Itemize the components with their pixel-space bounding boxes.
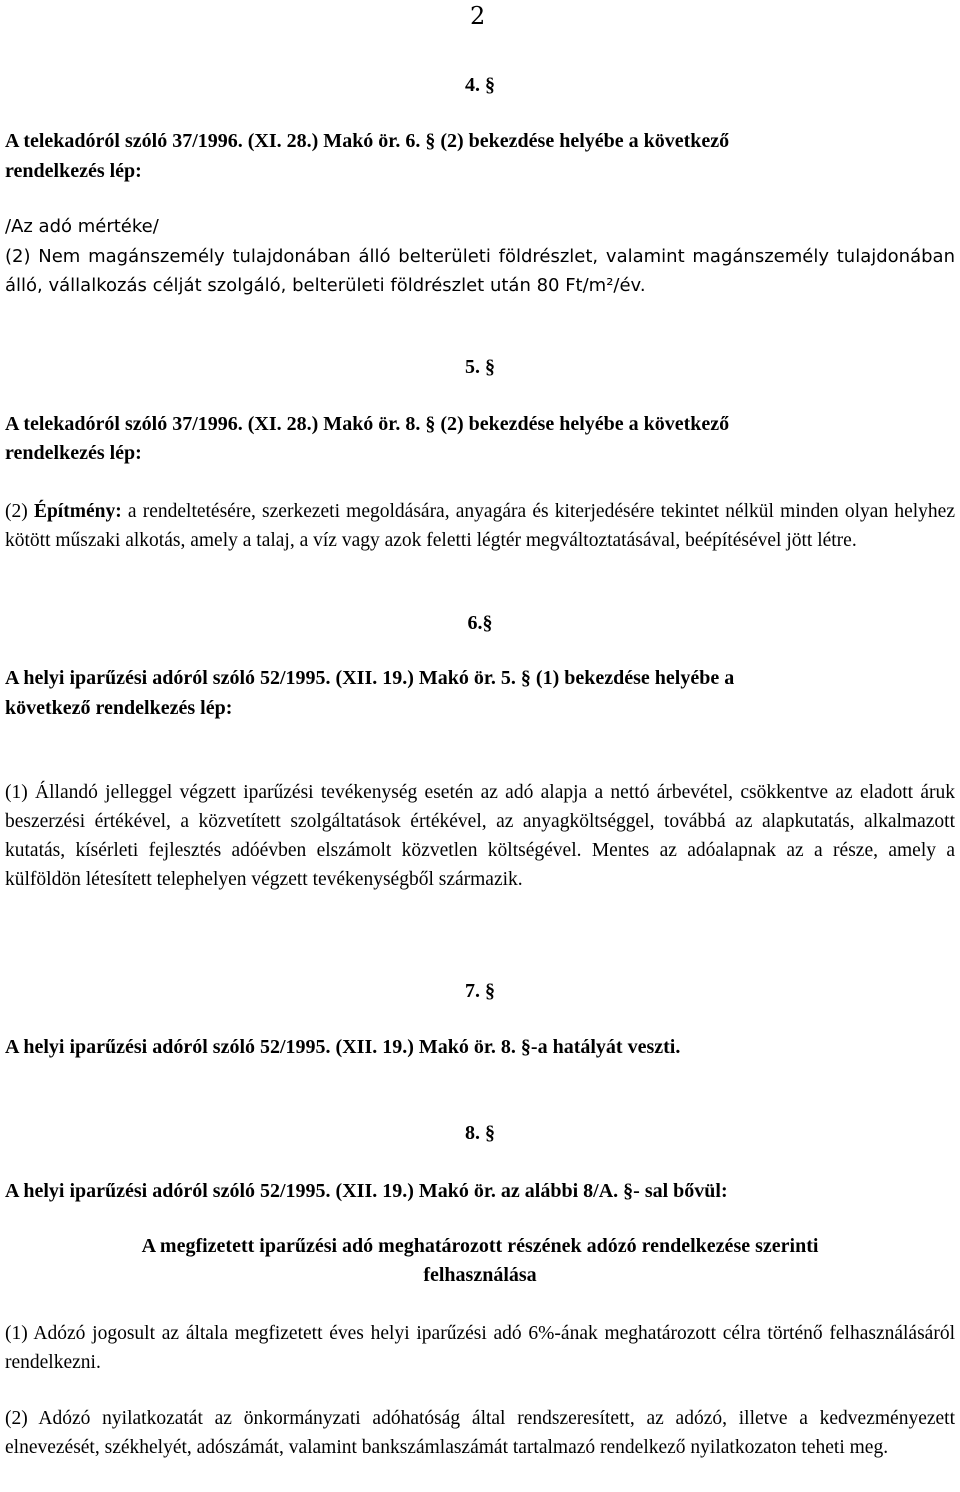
section-6-heading-line1: A helyi iparűzési adóról szóló 52/1995. (XII. 19.) Makó ör. 5. § (1) bekezdése helyébe a [5,667,735,689]
section-5-text-body: a rendeltetésére, szerkezeti megoldására, anyagára és kiterjedésére tekintet nélkül minden olyan helyhez kötött műszaki alkotás, amely a talaj, a víz vagy azok feletti légtér megváltoztatásával, beépítésével jött létre. [5,501,955,551]
section-7-heading: A helyi iparűzési adóról szóló 52/1995. (XII. 19.) Makó ör. 8. §-a hatályát veszti. [5,1036,681,1058]
section-8-title-line1: A megfizetett iparűzési adó meghatározott részének adózó rendelkezése szerinti [141,1235,819,1257]
section-7-number: 7. § [465,980,495,1002]
section-4-number: 4. § [465,74,495,96]
section-6-text: (1) Állandó jelleggel végzett iparűzési tevékenység esetén az adó alapja a nettó árbevétel, csökkentve az eladott áruk beszerzési értékével, a közvetített szolgáltatások értékével, az anyagköltséggel, továbbá az alapkutatás, alkalmazott kutatás, kísérleti fejlesztés adóévben elszámolt közvetlen költségével. Mentes az adóalapnak az a része, amely a külföldön létesített telephelyen végzett tevékenységből származik. [5,782,955,890]
section-6-number: 6.§ [467,612,493,634]
section-5-text-prefix: (2) [5,501,34,522]
section-5-term: Építmény: [33,501,122,522]
section-8-number: 8. § [465,1122,495,1144]
section-8-paragraph-1: (1) Adózó jogosult az általa megfizetett éves helyi iparűzési adó 6%-ának meghatározott célra történő felhasználásáról rendelkezni. [5,1323,955,1373]
section-5-number: 5. § [465,356,495,378]
section-4-heading-line2: rendelkezés lép: [5,160,142,182]
page-number: 2 [470,2,486,30]
section-4-subtitle: /Az adó mértéke/ [5,216,159,237]
section-5-heading-line1: A telekadóról szóló 37/1996. (XI. 28.) Makó ör. 8. § (2) bekezdése helyébe a következő [5,413,730,435]
section-8-title-line2: felhasználása [423,1264,537,1286]
section-8-paragraph-2: (2) Adózó nyilatkozatát az önkormányzati adóhatóság által rendszeresített, az adózó, illetve a kedvezményezett elnevezését, székhelyét, adószámát, valamint bankszámlaszámát tartalmazó rendelkező nyilatkozaton teheti meg. [5,1408,955,1458]
section-4-text: (2) Nem magánszemély tulajdonában álló belterületi földrészlet, valamint magánszemély tulajdonában álló, vállalkozás célját szolgáló, belterületi földrészlet után 80 Ft/m²/év. [5,246,955,296]
section-5-text [5,497,955,555]
section-5-heading-line2: rendelkezés lép: [5,442,142,464]
section-4-heading-line1: A telekadóról szóló 37/1996. (XI. 28.) Makó ör. 6. § (2) bekezdése helyébe a következő [5,130,730,152]
section-8-heading: A helyi iparűzési adóról szóló 52/1995. (XII. 19.) Makó ör. az alábbi 8/A. §- sal bővül: [5,1180,728,1202]
section-6-heading-line2: következő rendelkezés lép: [5,697,233,719]
